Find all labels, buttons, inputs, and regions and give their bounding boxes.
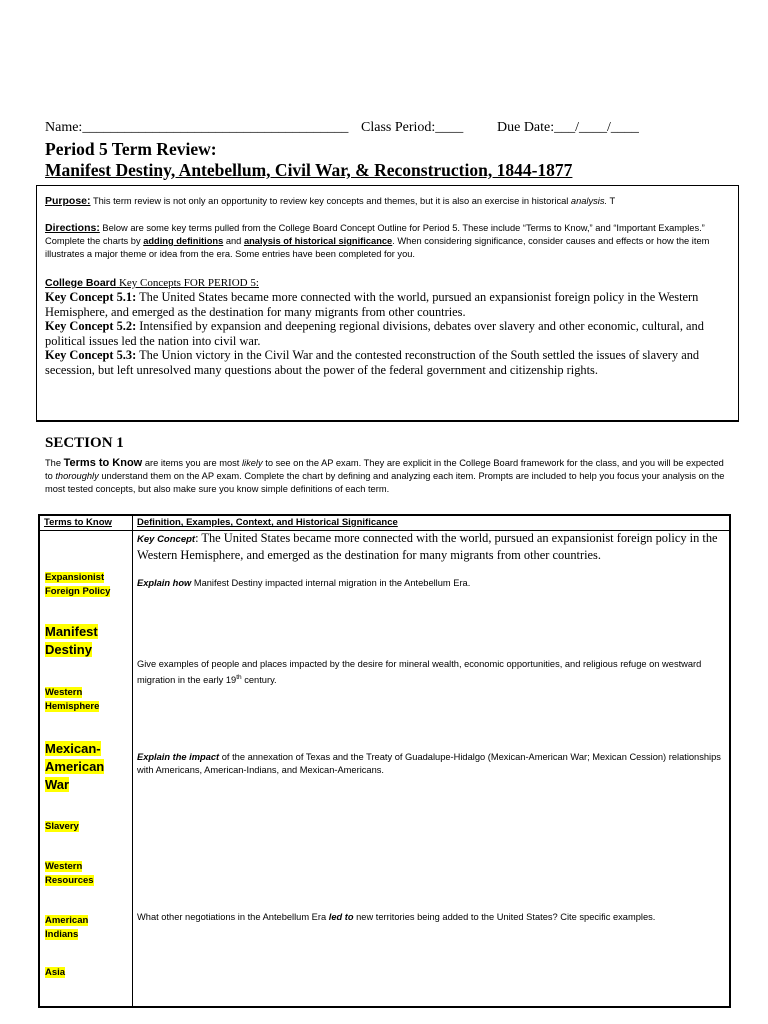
- term-label: Western Resources: [45, 861, 94, 886]
- purpose-end: T: [607, 196, 616, 206]
- page-title: Period 5 Term Review:: [45, 139, 217, 159]
- prompt-antebellum-negotiations: [137, 911, 727, 924]
- term-american-indians[interactable]: [45, 914, 105, 941]
- prompt-text: What other negotiations in the Antebellum Era: [137, 912, 329, 922]
- key-concepts-heading-1: College Board: [45, 277, 117, 289]
- column-divider: [132, 516, 133, 1006]
- directions-bold-2: analysis of historical significance: [243, 236, 393, 246]
- prompt-superscript: th: [236, 674, 242, 681]
- prompt-text: century.: [241, 675, 277, 686]
- prompt-text: new territories being added to the United States? Cite specific examples.: [353, 912, 656, 922]
- column-header-definition: Definition, Examples, Context, and Historical Significance: [137, 517, 398, 528]
- name-field[interactable]: Name:______________________________________: [45, 120, 349, 135]
- term-expansionist-foreign-policy[interactable]: [45, 571, 125, 598]
- purpose-label: Purpose:: [45, 195, 91, 207]
- directions-label: Directions:: [45, 222, 100, 234]
- purpose-text: This term review is not only an opportunity to review key concepts and themes, but it is also an exercise in historical: [92, 196, 571, 206]
- section-title: SECTION 1: [45, 435, 124, 451]
- term-mexican-american-war[interactable]: [45, 740, 113, 794]
- term-slavery[interactable]: [45, 820, 79, 834]
- term-label: Expansionist Foreign Policy: [45, 572, 111, 597]
- section-intro-text: The: [45, 458, 64, 468]
- key-concept-item: [45, 319, 731, 348]
- prompt-manifest-destiny-migration: [137, 577, 727, 590]
- key-concepts-list: [45, 290, 731, 378]
- term-asia[interactable]: [45, 966, 65, 980]
- term-western-hemisphere[interactable]: [45, 686, 115, 713]
- purpose-box-rule: [37, 420, 738, 421]
- key-concepts-heading-2: Key Concepts FOR: [116, 277, 208, 289]
- term-western-resources[interactable]: [45, 860, 105, 887]
- section-intro-bold: Terms to Know: [63, 457, 143, 469]
- page-subtitle: Manifest Destiny, Antebellum, Civil War, & Reconstruction, 1844-1877: [45, 160, 573, 180]
- prompt-texas-annexation: [137, 751, 727, 777]
- section-intro-italic: likely: [241, 458, 263, 468]
- directions-text-2: and: [223, 236, 244, 246]
- key-concept-text: The Union victory in the Civil War and the contested reconstruction of the South settled the issues of slavery and secession, but left unresolved many questions about the power of the federal government and citizenship rights.: [45, 348, 700, 377]
- due-date-field[interactable]: Due Date:___/____/____: [497, 120, 639, 135]
- section-intro: [45, 457, 725, 496]
- section-intro-text: understand them on the AP exam. Complete the chart by defining and analyzing each item. Prompts are included to help you focus your analysis on the most tested concepts, but also make sure you know simple definitions of each term.: [45, 471, 725, 494]
- term-label: Slavery: [45, 821, 79, 832]
- term-label: Mexican-American War: [45, 741, 105, 792]
- term-label: Asia: [45, 967, 66, 978]
- term-label: American Indians: [45, 915, 89, 940]
- prompt-emphasis: Explain how: [137, 578, 192, 588]
- prompt-text: of the annexation of Texas and the Treaty of Guadalupe-Hidalgo (Mexican-American War; Mexican Cession) relationships with Americans, American-Indians, and Mexican-Americans.: [137, 752, 721, 775]
- prompt-text: Manifest Destiny impacted internal migration in the Antebellum Era.: [191, 578, 471, 588]
- section-intro-text: are items you are most: [142, 458, 242, 468]
- table-key-concept: [137, 531, 727, 562]
- prompt-westward-migration: [137, 658, 727, 687]
- directions-text-1: Below are some key terms pulled from the College Board Concept Outline for Period 5. These include “Terms to Know,” and “Important Examples.” Complete the charts by: [45, 223, 705, 246]
- prompt-emphasis: Explain the impact: [137, 752, 220, 762]
- key-concept-label: Key Concept 5.1:: [45, 290, 137, 304]
- table-key-concept-label: Key Concept: [137, 534, 196, 545]
- prompt-text: Give examples of people and places impacted by the desire for mineral wealth, economic opportunities, and religious refuge on westward migration in the early 19: [137, 659, 702, 686]
- key-concept-label: Key Concept 5.2:: [45, 319, 137, 334]
- key-concept-text: The United States became more connected with the world, pursued an expansionist foreign policy in the Western Hemisphere, and emerged as the destination for many migrants from other countries.: [45, 290, 699, 319]
- key-concept-text: Intensified by expansion and deepening regional divisions, debates over slavery and other economic, cultural, and political issues led the nation into civil war.: [45, 319, 704, 348]
- key-concept-item: [45, 290, 731, 319]
- table-key-concept-text: : The United States became more connected with the world, pursued an expansionist foreign policy in the Western Hemisphere, and emerged as the destination for many migrants from other countries.: [137, 531, 718, 562]
- directions-bold-1: adding definitions: [143, 236, 224, 246]
- term-label: Western Hemisphere: [45, 687, 100, 712]
- key-concepts-heading: [45, 277, 259, 289]
- key-concepts-heading-3: PERIOD 5:: [207, 277, 259, 289]
- section-intro-italic: thoroughly: [55, 471, 99, 481]
- prompt-emphasis: led to: [328, 912, 354, 922]
- term-manifest-destiny[interactable]: [45, 623, 115, 659]
- directions-text-3: . When considering significance, consider causes and effects or how the item illustrates a major theme or idea from the era. Some entries have been completed for you.: [45, 236, 710, 259]
- key-concept-item: [45, 348, 731, 377]
- column-header-terms: Terms to Know: [44, 517, 112, 528]
- section-intro-text: to see on the AP exam. They are explicit in the College Board framework for the class, and you will be expected to: [45, 458, 724, 481]
- terms-table: [38, 514, 731, 1008]
- purpose-paragraph: [45, 195, 725, 208]
- directions-paragraph: [45, 222, 731, 261]
- term-label: Manifest Destiny: [45, 624, 98, 657]
- purpose-italic: analysis.: [570, 196, 608, 206]
- purpose-box: [36, 185, 739, 422]
- key-concept-label: Key Concept 5.3:: [45, 348, 137, 363]
- class-period-field[interactable]: Class Period:____: [361, 120, 464, 135]
